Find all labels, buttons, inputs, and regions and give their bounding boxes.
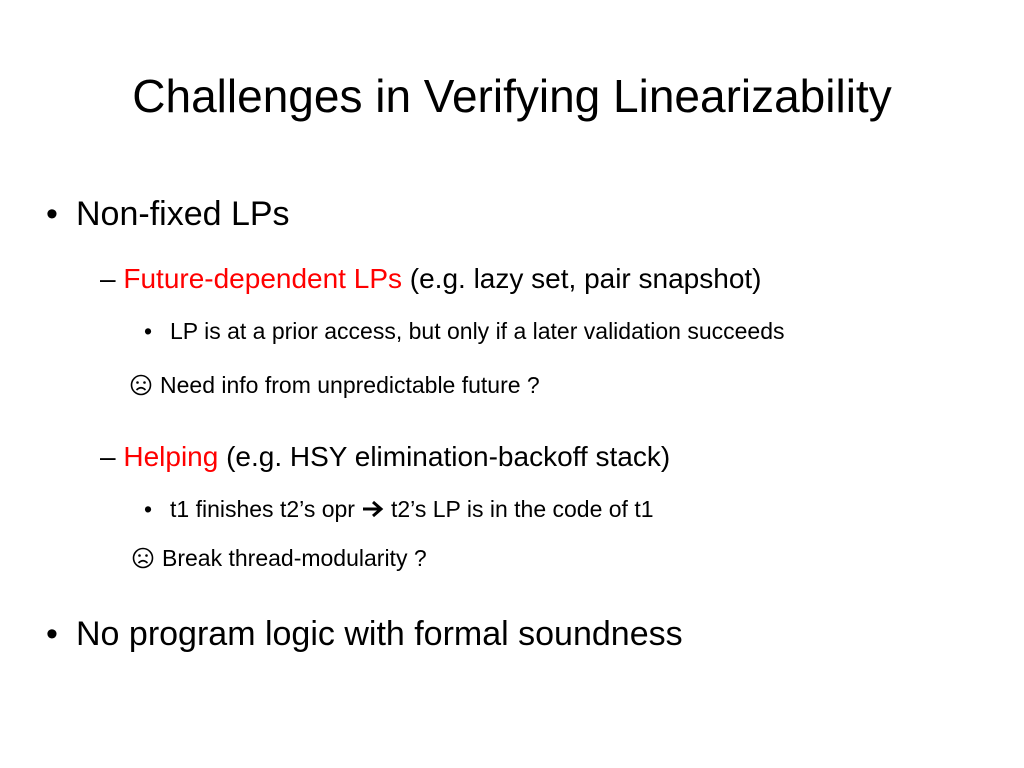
dash-marker: – (100, 441, 116, 472)
right-arrow-icon (361, 499, 385, 519)
bullet-no-program-logic (46, 614, 683, 654)
subbullet-rest: (e.g. HSY elimination-backoff stack) (226, 441, 671, 472)
bullet-marker: • (46, 195, 58, 233)
sad-face-icon (132, 547, 154, 569)
subbullet-rest: (e.g. lazy set, pair snapshot) (409, 263, 762, 294)
note-text: Need info from unpredictable future ? (160, 372, 540, 398)
bullet-marker: • (144, 318, 153, 344)
note-unpredictable-future (130, 370, 540, 400)
bullet-text: Non-fixed LPs (76, 195, 290, 233)
note-thread-modularity (132, 543, 427, 573)
bullet-marker: • (46, 615, 58, 653)
subbullet-future-dependent (100, 262, 762, 296)
dash-marker: – (100, 263, 116, 294)
subsubbullet-text-before: t1 finishes t2’s opr (170, 496, 355, 522)
highlight-text: Future-dependent LPs (123, 263, 402, 294)
slide-title: Challenges in Verifying Linearizability (132, 70, 892, 122)
bullet-marker: • (144, 496, 153, 522)
sad-face-icon (130, 374, 152, 396)
subsubbullet-text-after: t2’s LP is in the code of t1 (390, 496, 654, 522)
bullet-text: No program logic with formal soundness (76, 615, 683, 653)
subbullet-helping (100, 440, 670, 474)
bullet-non-fixed-lps (46, 194, 290, 234)
subsubbullet-text: LP is at a prior access, but only if a later validation succeeds (170, 318, 785, 344)
highlight-text: Helping (123, 441, 219, 472)
note-text: Break thread-modularity ? (162, 545, 427, 571)
subsubbullet-t1-finishes (144, 494, 654, 524)
subsubbullet-lp-prior-access (144, 316, 785, 346)
